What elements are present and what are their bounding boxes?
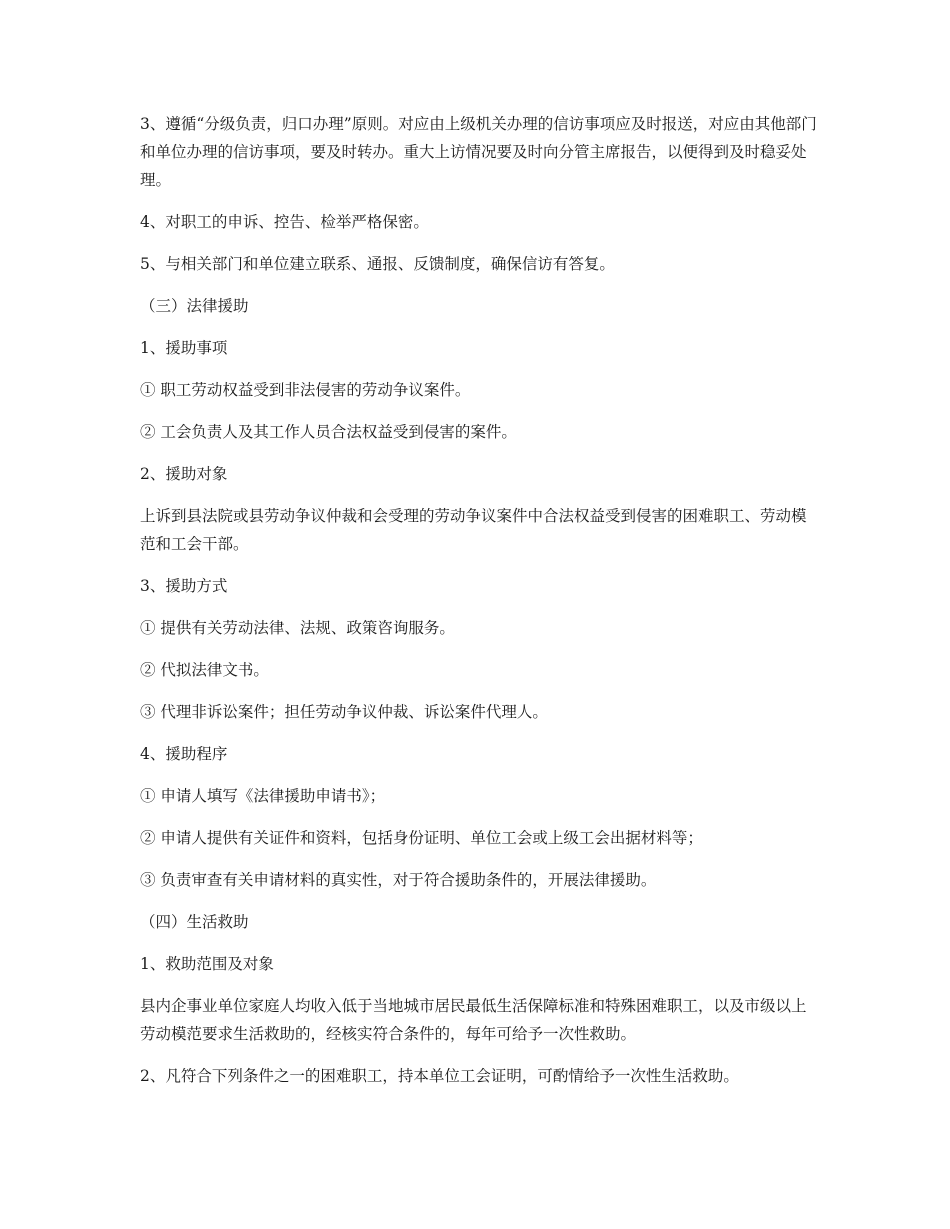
- paragraph-relief-conditions: 2、凡符合下列条件之一的困难职工，持本单位工会证明，可酌情给予一次性生活救助。: [140, 1067, 739, 1085]
- list-item: ② 代拟法律文书。: [140, 661, 269, 679]
- paragraph-principle-4: 4、对职工的申诉、控告、检举严格保密。: [140, 213, 429, 231]
- section-heading-living-relief: （四）生活救助: [140, 913, 249, 931]
- paragraph-principle-3: 3、遵循“分级负责，归口办理”原则。对应由上级机关办理的信访事项应及时报送，对应由其他部门和单位办理的信访事项，要及时转办。重大上访情况要及时向分管主席报告，以便得到及时稳妥处理。: [140, 115, 817, 189]
- list-item: ③ 代理非诉讼案件；担任劳动争议仲裁、诉讼案件代理人。: [140, 703, 548, 721]
- paragraph-relief-scope: 县内企事业单位家庭人均收入低于当地城市居民最低生活保障标准和特殊困难职工，以及市级以上劳动模范要求生活救助的，经核实符合条件的，每年可给予一次性救助。: [140, 997, 807, 1043]
- list-item: ① 提供有关劳动法律、法规、政策咨询服务。: [140, 619, 455, 637]
- subheading-aid-methods: 3、援助方式: [140, 577, 228, 595]
- list-item: ② 申请人提供有关证件和资料，包括身份证明、单位工会或上级工会出据材料等；: [140, 829, 703, 847]
- subheading-aid-matters: 1、援助事项: [140, 339, 228, 357]
- list-item: ② 工会负责人及其工作人员合法权益受到侵害的案件。: [140, 423, 517, 441]
- subheading-relief-scope: 1、救助范围及对象: [140, 955, 274, 973]
- paragraph-aid-recipients: 上诉到县法院或县劳动争议仲裁和会受理的劳动争议案件中合法权益受到侵害的困难职工、劳动模范和工会干部。: [140, 507, 807, 553]
- subheading-aid-procedure: 4、援助程序: [140, 745, 228, 763]
- paragraph-principle-5: 5、与相关部门和单位建立联系、通报、反馈制度，确保信访有答复。: [140, 255, 615, 273]
- list-item: ① 申请人填写《法律援助申请书》；: [140, 787, 386, 805]
- document-body: [140, 110, 820, 1090]
- list-item: ③ 负责审查有关申请材料的真实性，对于符合援助条件的，开展法律援助。: [140, 871, 657, 889]
- subheading-aid-recipients: 2、援助对象: [140, 465, 228, 483]
- list-item: ① 职工劳动权益受到非法侵害的劳动争议案件。: [140, 381, 471, 399]
- section-heading-legal-aid: （三）法律援助: [140, 297, 249, 315]
